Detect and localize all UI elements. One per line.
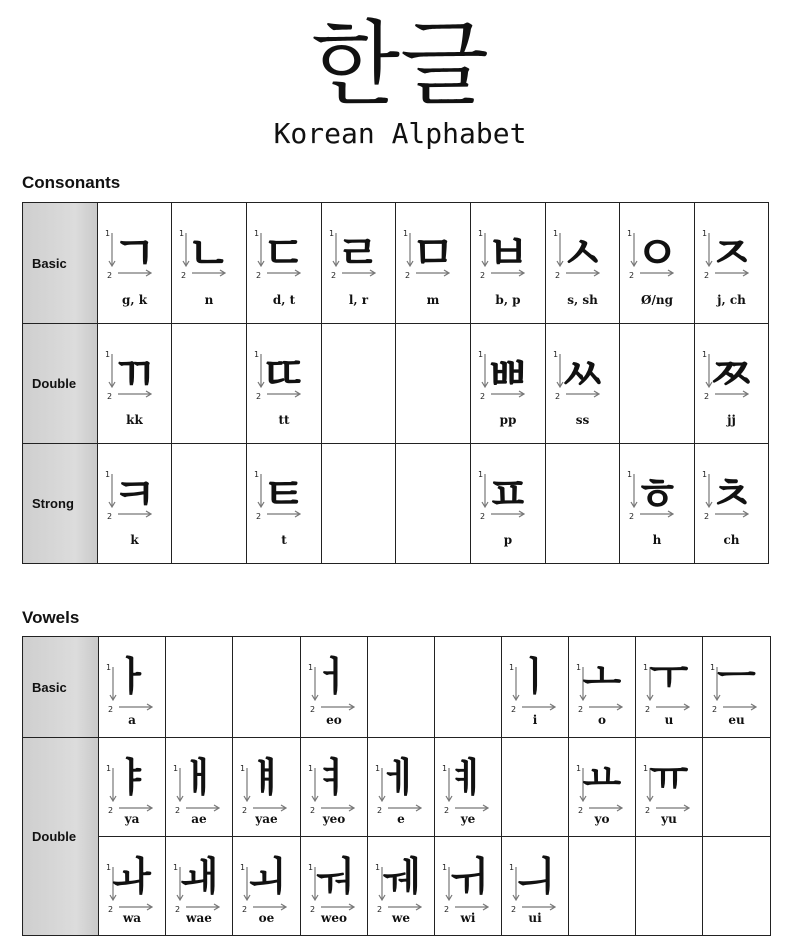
empty-cell — [172, 324, 247, 444]
stroke-number: 1 — [308, 764, 314, 773]
stroke-arrow — [119, 904, 152, 910]
romanization-label: b, p — [495, 293, 521, 307]
stroke-number: 1 — [442, 863, 448, 872]
hangul-letter: ㅈ — [709, 226, 754, 280]
empty-cell — [368, 637, 435, 738]
stroke-number: 1 — [329, 229, 335, 238]
hangul-letter: ㄷ — [261, 226, 307, 280]
stroke-number: 2 — [310, 705, 316, 714]
stroke-number: 1 — [173, 764, 179, 773]
empty-cell — [569, 837, 636, 936]
stroke-number: 1 — [308, 663, 314, 672]
romanization-label: tt — [278, 413, 290, 427]
stroke-number: 1 — [173, 863, 179, 872]
hangul-letter: ㅝ — [314, 854, 354, 900]
letter-cell — [368, 738, 435, 837]
stroke-arrow — [321, 904, 354, 910]
romanization-label: a — [128, 713, 136, 727]
stroke-number: 2 — [108, 905, 114, 914]
letter-cell — [98, 324, 172, 444]
hangul-letter: ㅋ — [112, 467, 157, 521]
vowels-table — [22, 636, 771, 936]
stroke-number: 2 — [578, 806, 584, 815]
letter-cell — [322, 203, 396, 324]
hangul-letter: ㅐ — [179, 755, 219, 801]
stroke-number: 2 — [704, 392, 710, 401]
stroke-number: 1 — [509, 663, 515, 672]
empty-cell — [546, 444, 620, 564]
stroke-number: 1 — [403, 229, 409, 238]
romanization-label: kk — [126, 413, 143, 427]
hangul-letter: ㅒ — [247, 755, 286, 801]
hangul-letter: ㅇ — [634, 226, 680, 280]
stroke-number: 2 — [712, 705, 718, 714]
stroke-number: 1 — [702, 229, 708, 238]
stroke-number: 1 — [643, 663, 649, 672]
letter-cell — [233, 837, 301, 936]
empty-cell — [435, 637, 502, 738]
hangul-letter: ㅎ — [634, 467, 680, 521]
letter-cell — [172, 203, 247, 324]
stroke-number: 2 — [480, 392, 486, 401]
empty-cell — [172, 444, 247, 564]
stroke-number: 1 — [710, 663, 716, 672]
stroke-number: 1 — [702, 470, 708, 479]
stroke-number: 2 — [175, 905, 181, 914]
empty-cell — [703, 837, 771, 936]
letter-cell — [636, 637, 703, 738]
hangul-letter: ㅜ — [649, 654, 689, 700]
stroke-number: 1 — [254, 470, 260, 479]
stroke-number: 2 — [310, 905, 316, 914]
hangul-letter: ㄹ — [336, 226, 381, 280]
stroke-number: 2 — [704, 271, 710, 280]
romanization-label: wi — [460, 911, 476, 925]
letter-cell — [98, 444, 172, 564]
hangul-letter: ㅚ — [247, 854, 286, 900]
hangul-letter: ㅟ — [448, 854, 488, 900]
letter-cell — [546, 203, 620, 324]
hangul-letter: ㅢ — [515, 854, 555, 900]
stroke-number: 1 — [553, 350, 559, 359]
stroke-number: 1 — [553, 229, 559, 238]
hangul-letter: ㅡ — [717, 654, 756, 700]
hangul-letter: ㅊ — [709, 467, 754, 521]
romanization-label: e — [397, 812, 405, 826]
romanization-label: eu — [728, 713, 745, 727]
letter-cell — [99, 738, 166, 837]
hangul-letter: ㅞ — [381, 854, 421, 900]
stroke-number: 2 — [578, 705, 584, 714]
stroke-number: 2 — [629, 271, 635, 280]
stroke-number: 2 — [645, 705, 651, 714]
letter-cell — [435, 738, 502, 837]
stroke-number: 2 — [555, 271, 561, 280]
romanization-label: eo — [326, 713, 342, 727]
romanization-label: i — [532, 713, 538, 727]
letter-cell — [703, 637, 771, 738]
stroke-arrow — [589, 805, 622, 811]
empty-cell — [502, 738, 569, 837]
stroke-number: 1 — [106, 663, 112, 672]
hangul-letter: ㅠ — [649, 755, 689, 801]
stroke-number: 2 — [256, 512, 262, 521]
romanization-label: ch — [723, 533, 740, 547]
letter-cell — [620, 203, 695, 324]
letter-cell — [99, 637, 166, 738]
letter-cell — [471, 324, 546, 444]
stroke-arrow — [589, 704, 622, 710]
hangul-letter: ㅔ — [381, 755, 421, 801]
vowels-heading: Vowels — [22, 608, 80, 627]
stroke-number: 1 — [576, 764, 582, 773]
stroke-number: 1 — [308, 863, 314, 872]
hangul-letter: ㅕ — [314, 755, 354, 801]
row-label: Double — [23, 324, 98, 444]
letter-cell — [368, 837, 435, 936]
romanization-label: j, ch — [717, 293, 746, 307]
hangul-letter: ㄴ — [186, 226, 232, 280]
letter-cell — [695, 324, 769, 444]
stroke-arrow — [321, 805, 354, 811]
stroke-number: 2 — [555, 392, 561, 401]
hangul-letter: ㄸ — [261, 347, 307, 401]
letter-cell — [569, 637, 636, 738]
consonant-row-double — [23, 324, 769, 444]
stroke-number: 2 — [480, 512, 486, 521]
stroke-number: 1 — [106, 764, 112, 773]
romanization-label: wae — [186, 911, 212, 925]
romanization-label: yeo — [322, 812, 346, 826]
page-title-english: Korean Alphabet — [273, 117, 527, 150]
row-label: Basic — [23, 637, 99, 738]
vowel-row-basic — [23, 637, 771, 738]
romanization-label: weo — [321, 911, 347, 925]
romanization-label: yu — [661, 812, 677, 826]
stroke-number: 2 — [310, 806, 316, 815]
stroke-number: 2 — [444, 905, 450, 914]
romanization-label: we — [392, 911, 410, 925]
stroke-number: 2 — [242, 806, 248, 815]
letter-cell — [471, 444, 546, 564]
hangul-letter: ㅅ — [560, 226, 605, 280]
stroke-arrow — [522, 704, 555, 710]
stroke-number: 1 — [105, 350, 111, 359]
hangul-letter: ㅉ — [709, 347, 754, 401]
stroke-number: 1 — [576, 663, 582, 672]
hangul-letter: ㄱ — [112, 226, 157, 280]
stroke-number: 2 — [108, 806, 114, 815]
stroke-number: 1 — [105, 229, 111, 238]
letter-cell — [98, 203, 172, 324]
stroke-number: 2 — [511, 905, 517, 914]
letter-cell — [247, 444, 322, 564]
stroke-number: 2 — [405, 271, 411, 280]
letter-cell — [233, 738, 301, 837]
stroke-number: 1 — [105, 470, 111, 479]
stroke-arrow — [253, 904, 286, 910]
letter-cell — [620, 444, 695, 564]
empty-cell — [322, 444, 396, 564]
hangul-letter: ㅛ — [582, 755, 622, 801]
romanization-label: yo — [594, 812, 610, 826]
letter-cell — [569, 738, 636, 837]
empty-cell — [322, 324, 396, 444]
stroke-arrow — [388, 805, 421, 811]
romanization-label: h — [652, 533, 662, 547]
stroke-number: 2 — [377, 905, 383, 914]
letter-cell — [435, 837, 502, 936]
stroke-number: 2 — [107, 271, 113, 280]
hangul-letter: ㅓ — [314, 654, 354, 700]
letter-cell — [502, 837, 569, 936]
romanization-label: m — [426, 293, 440, 307]
letter-cell — [166, 837, 233, 936]
stroke-number: 2 — [181, 271, 187, 280]
hangul-letter: ㅘ — [112, 854, 152, 900]
stroke-number: 1 — [254, 229, 260, 238]
romanization-label: p — [503, 533, 513, 547]
letter-cell — [247, 203, 322, 324]
letter-cell — [636, 738, 703, 837]
romanization-label: n — [204, 293, 214, 307]
romanization-label: wa — [122, 911, 142, 925]
stroke-arrow — [656, 805, 689, 811]
empty-cell — [233, 637, 301, 738]
vowel-row-compound — [23, 837, 771, 936]
stroke-number: 2 — [629, 512, 635, 521]
romanization-label: u — [664, 713, 674, 727]
romanization-label: t — [281, 533, 287, 547]
letter-cell — [166, 738, 233, 837]
hangul-letter: ㅗ — [582, 654, 622, 700]
romanization-label: Ø/ng — [641, 293, 673, 307]
letter-cell — [502, 637, 569, 738]
stroke-number: 1 — [240, 764, 246, 773]
letter-cell — [301, 738, 368, 837]
stroke-number: 2 — [704, 512, 710, 521]
stroke-number: 2 — [645, 806, 651, 815]
romanization-label: k — [130, 533, 139, 547]
hangul-letter: ㅌ — [261, 467, 307, 521]
page-title-korean: 한글 — [311, 11, 489, 118]
hangul-letter: ㅃ — [485, 347, 531, 401]
stroke-arrow — [455, 904, 488, 910]
romanization-label: yae — [255, 812, 278, 826]
stroke-arrow — [723, 704, 756, 710]
hangul-letter: ㅙ — [179, 854, 219, 900]
stroke-number: 1 — [375, 863, 381, 872]
stroke-arrow — [119, 704, 152, 710]
romanization-label: g, k — [121, 293, 148, 307]
row-label: Strong — [23, 444, 98, 564]
stroke-number: 1 — [702, 350, 708, 359]
stroke-number: 2 — [256, 271, 262, 280]
romanization-label: o — [597, 713, 606, 727]
stroke-number: 2 — [256, 392, 262, 401]
stroke-number: 2 — [480, 271, 486, 280]
empty-cell — [620, 324, 695, 444]
stroke-number: 1 — [478, 470, 484, 479]
letter-cell — [546, 324, 620, 444]
stroke-number: 1 — [478, 229, 484, 238]
empty-cell — [636, 837, 703, 936]
hangul-letter: ㅏ — [112, 654, 152, 700]
romanization-label: ye — [460, 812, 476, 826]
empty-cell — [396, 444, 471, 564]
stroke-number: 1 — [240, 863, 246, 872]
consonants-table — [22, 202, 769, 564]
hangul-letter: ㅁ — [410, 226, 456, 280]
stroke-number: 1 — [627, 470, 633, 479]
stroke-arrow — [656, 704, 689, 710]
romanization-label: ui — [528, 911, 542, 925]
letter-cell — [247, 324, 322, 444]
empty-cell — [396, 324, 471, 444]
romanization-label: ae — [191, 812, 207, 826]
stroke-arrow — [186, 904, 219, 910]
stroke-number: 1 — [179, 229, 185, 238]
hangul-letter: ㅆ — [560, 347, 605, 401]
stroke-number: 2 — [108, 705, 114, 714]
stroke-number: 1 — [478, 350, 484, 359]
stroke-arrow — [253, 805, 286, 811]
stroke-arrow — [321, 704, 354, 710]
empty-cell — [703, 738, 771, 837]
stroke-arrow — [119, 805, 152, 811]
hangul-letter: ㅂ — [485, 226, 531, 280]
stroke-number: 2 — [377, 806, 383, 815]
letter-cell — [695, 444, 769, 564]
romanization-label: l, r — [348, 293, 369, 307]
romanization-label: s, sh — [567, 293, 598, 307]
romanization-label: pp — [499, 413, 517, 427]
stroke-arrow — [388, 904, 421, 910]
romanization-label: d, t — [272, 293, 296, 307]
empty-cell — [166, 637, 233, 738]
hangul-letter: ㅍ — [485, 467, 531, 521]
stroke-number: 1 — [442, 764, 448, 773]
romanization-label: ya — [124, 812, 140, 826]
letter-cell — [471, 203, 546, 324]
stroke-number: 2 — [331, 271, 337, 280]
consonants-heading: Consonants — [22, 173, 121, 192]
stroke-number: 1 — [627, 229, 633, 238]
stroke-number: 1 — [643, 764, 649, 773]
letter-cell — [695, 203, 769, 324]
row-label: Double — [23, 738, 99, 936]
stroke-number: 1 — [375, 764, 381, 773]
letter-cell — [99, 837, 166, 936]
stroke-arrow — [186, 805, 219, 811]
stroke-number: 1 — [106, 863, 112, 872]
letter-cell — [396, 203, 471, 324]
stroke-arrow — [522, 904, 555, 910]
consonant-row-strong — [23, 444, 769, 564]
stroke-number: 2 — [107, 512, 113, 521]
hangul-letter: ㄲ — [112, 347, 157, 401]
stroke-number: 2 — [444, 806, 450, 815]
stroke-number: 2 — [107, 392, 113, 401]
romanization-label: ss — [575, 413, 590, 427]
consonant-row-basic — [23, 203, 769, 324]
hangul-letter: ㅑ — [112, 755, 152, 801]
stroke-number: 2 — [242, 905, 248, 914]
row-label: Basic — [23, 203, 98, 324]
vowel-row-double — [23, 738, 771, 837]
stroke-number: 1 — [254, 350, 260, 359]
romanization-label: oe — [258, 911, 275, 925]
stroke-arrow — [455, 805, 488, 811]
letter-cell — [301, 837, 368, 936]
letter-cell — [301, 637, 368, 738]
stroke-number: 2 — [511, 705, 517, 714]
hangul-letter: ㅣ — [515, 654, 555, 700]
stroke-number: 1 — [509, 863, 515, 872]
hangul-letter: ㅖ — [448, 755, 488, 801]
romanization-label: jj — [727, 413, 736, 427]
stroke-number: 2 — [175, 806, 181, 815]
